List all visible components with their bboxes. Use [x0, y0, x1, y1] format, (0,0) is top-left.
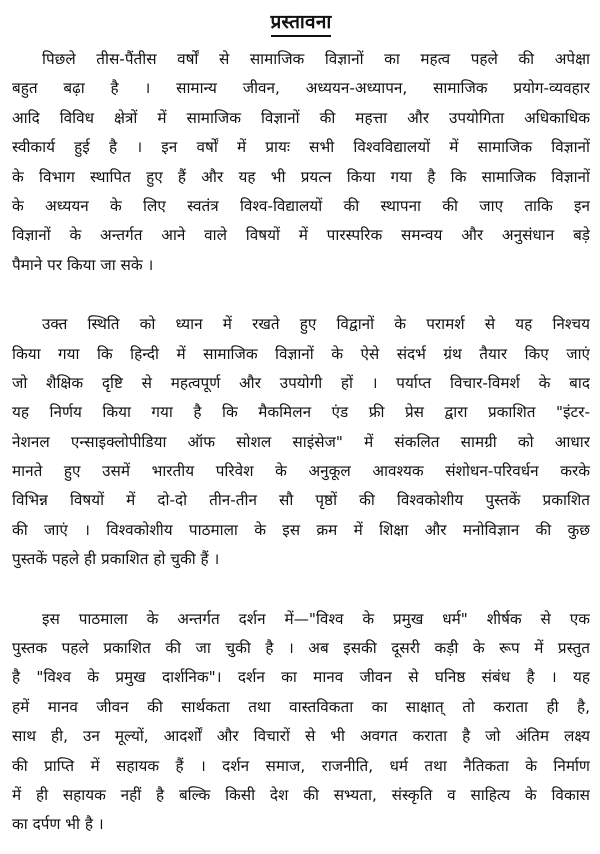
paragraph-line: का दर्पण भी है ।: [12, 815, 104, 834]
paragraph-line: विज्ञानों के अन्तर्गत आने वाले विषयों में पारस्परिक समन्वय और अनुसंधान बड़े: [12, 226, 590, 245]
paragraph-3: [12, 605, 590, 840]
paragraph-line: यह निर्णय किया गया है कि मैकमिलन एंड फ्री प्रेस द्वारा प्रकाशित "इंटर-: [12, 403, 590, 422]
paragraph-line: बहुत बढ़ा है । सामान्य जीवन, अध्ययन-अध्यापन, सामाजिक प्रयोग-व्यवहार: [12, 79, 590, 98]
paragraph-line: की जाएं । विश्वकोशीय पाठमाला के इस क्रम में शिक्षा और मनोविज्ञान की कुछ: [12, 520, 590, 539]
paragraph-line: आदि विविध क्षेत्रों में सामाजिक विज्ञानों की महत्ता और उपयोगिता अधिकाधिक: [12, 108, 590, 127]
paragraph-line: मानते हुए उसमें भारतीय परिवेश के अनुकूल आवश्यक संशोधन-परिवर्धन करके: [12, 462, 590, 481]
paragraph-spacer: [12, 575, 590, 605]
paragraph-line: पुस्तक पहले प्रकाशित की जा चुकी है । अब इसकी दूसरी कड़ी के रूप में प्रस्तुत: [12, 639, 590, 658]
paragraph-line: में ही सहायक नहीं है बल्कि किसी देश की सभ्यता, संस्कृति व साहित्य के विकास: [12, 785, 590, 804]
paragraph-line: है "विश्व के प्रमुख दार्शनिक"। दर्शन का मानव जीवन से घनिष्ठ संबंध है । यह: [12, 668, 590, 687]
paragraph-line: विभिन्न विषयों में दो-दो तीन-तीन सौ पृष्ठों की विश्वकोशीय पुस्तकें प्रकाशित: [12, 491, 590, 510]
paragraph-line: स्वीकार्य हुई है । इन वर्षों में प्रायः सभी विश्वविद्यालयों में सामाजिक विज्ञानों: [12, 138, 590, 157]
paragraph-line: के विभाग स्थापित हुए हैं और यह भी प्रयत्न किया गया है कि सामाजिक विज्ञानों: [12, 167, 590, 186]
paragraph-line: पिछले तीस-पैंतीस वर्षों से सामाजिक विज्ञानों का महत्व पहले की अपेक्षा: [42, 50, 590, 68]
paragraph-spacer: [12, 280, 590, 310]
paragraph-line: पुस्तकें पहले ही प्रकाशित हो चुकी हैं ।: [12, 550, 220, 569]
paragraph-line: नेशनल एन्साइक्लोपीडिया ऑफ सोशल साइंसेज" में संकलित सामग्री को आधार: [12, 432, 590, 451]
paragraph-2: [12, 310, 590, 575]
paragraph-line: इस पाठमाला के अन्तर्गत दर्शन में—"विश्व के प्रमुख धर्म" शीर्षक से एक: [42, 609, 590, 628]
paragraph-line: किया गया कि हिन्दी में सामाजिक विज्ञानों के ऐसे संदर्भ ग्रंथ तैयार किए जाएं: [12, 344, 590, 363]
paragraph-line: पैमाने पर किया जा सके ।: [12, 255, 154, 274]
paragraph-1: [12, 45, 590, 280]
paragraph-line: हमें मानव जीवन की सार्थकता तथा वास्तविकता का साक्षात् तो कराता ही है,: [12, 697, 590, 716]
paragraph-line: की प्राप्ति में सहायक हैं । दर्शन समाज, राजनीति, धर्म तथा नैतिकता के निर्माण: [12, 756, 590, 775]
paragraph-line: उक्त स्थिति को ध्यान में रखते हुए विद्वानों के परामर्श से यह निश्चय: [42, 315, 590, 334]
paragraph-line: के अध्ययन के लिए स्वतंत्र विश्व-विद्यालयों की स्थापना की जाए ताकि इन: [12, 196, 590, 215]
paragraph-line: साथ ही, उन मूल्यों, आदर्शों और विचारों से भी अवगत कराता है जो अंतिम लक्ष्य: [12, 727, 590, 746]
paragraph-line: जो शैक्षिक दृष्टि से महत्वपूर्ण और उपयोगी हों । पर्याप्त विचार-विमर्श के बाद: [12, 373, 590, 392]
title-container: [12, 8, 590, 37]
page-title: प्रस्तावना: [271, 8, 332, 37]
